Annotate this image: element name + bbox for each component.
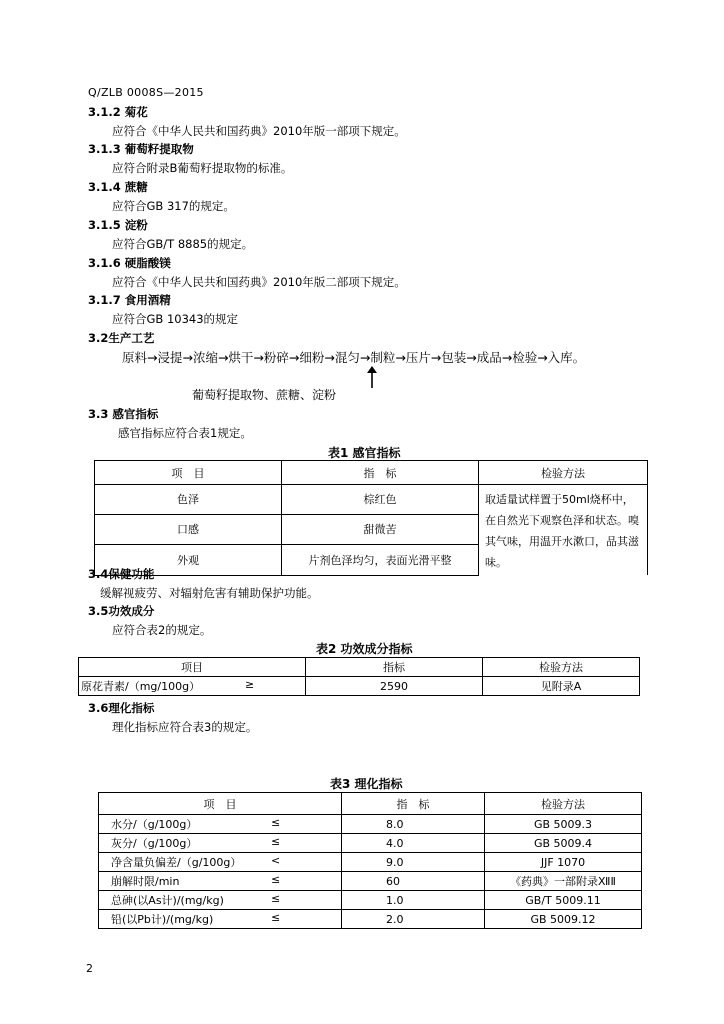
page-number: 2 bbox=[86, 962, 93, 975]
process-added-ingredients: 葡萄籽提取物、蔗糖、淀粉 bbox=[192, 388, 337, 402]
table3-item-operator: < bbox=[271, 854, 281, 867]
table3-item-label: 灰分/（g/100g） bbox=[111, 837, 198, 850]
section-text-functional: 应符合表2的规定。 bbox=[112, 623, 212, 637]
table3-cell-item bbox=[99, 834, 342, 853]
table2-cell-value: 2590 bbox=[306, 677, 483, 696]
table3-cell-value: 9.0 bbox=[342, 853, 485, 872]
section-title-health: 3.4保健功能 bbox=[88, 567, 155, 581]
sensory-table bbox=[94, 460, 648, 576]
table1-cell-item: 色泽 bbox=[95, 485, 282, 515]
section-text-sucrose: 应符合GB 317的规定。 bbox=[112, 199, 235, 213]
table3-item-operator: ≤ bbox=[271, 892, 281, 905]
table3-caption: 表3 理化指标 bbox=[330, 777, 403, 791]
table3-cell-item bbox=[99, 853, 342, 872]
table2-header-index: 指标 bbox=[306, 658, 483, 677]
table3-item-label: 铅(以Pb计)/(mg/kg) bbox=[111, 913, 214, 926]
table3-item-label: 净含量负偏差/（g/100g） bbox=[111, 856, 242, 869]
table3-cell-item bbox=[99, 910, 342, 929]
table3-row bbox=[99, 872, 642, 891]
table3-header-index: 指 标 bbox=[342, 793, 485, 815]
table3-cell-value: 60 bbox=[342, 872, 485, 891]
section-text-starch: 应符合GB/T 8885的规定。 bbox=[112, 237, 254, 251]
table1-cell-item: 外观 bbox=[95, 544, 282, 575]
table1-caption: 表1 感官指标 bbox=[328, 446, 401, 460]
section-title-grape-seed: 3.1.3 葡萄籽提取物 bbox=[88, 142, 194, 156]
table3-row bbox=[99, 815, 642, 834]
section-title-sucrose: 3.1.4 蔗糖 bbox=[88, 180, 148, 194]
table3-cell-value: 8.0 bbox=[342, 815, 485, 834]
table1-cell-index: 棕红色 bbox=[282, 485, 479, 515]
table3-row bbox=[99, 853, 642, 872]
section-title-starch: 3.1.5 淀粉 bbox=[88, 218, 148, 232]
table1-cell-index: 片剂色泽均匀，表面光滑平整 bbox=[282, 544, 479, 575]
section-title-functional: 3.5功效成分 bbox=[88, 604, 155, 618]
table1-header-index: 指 标 bbox=[282, 461, 479, 485]
table3-item-operator: ≤ bbox=[271, 873, 281, 886]
document-code: Q/ZLB 0008S—2015 bbox=[88, 86, 204, 99]
table3-cell-method: GB/T 5009.11 bbox=[485, 891, 642, 910]
physchem-table bbox=[98, 792, 642, 929]
functional-table bbox=[78, 657, 640, 696]
table3-item-label: 总砷(以As计)/(mg/kg) bbox=[111, 894, 224, 907]
table3-cell-method: JJF 1070 bbox=[485, 853, 642, 872]
section-text-physchem: 理化指标应符合表3的规定。 bbox=[112, 720, 258, 734]
section-title-mg-stearate: 3.1.6 硬脂酸镁 bbox=[88, 256, 171, 270]
section-title-sensory: 3.3 感官指标 bbox=[88, 407, 159, 421]
table3-cell-method: GB 5009.4 bbox=[485, 834, 642, 853]
table3-item-operator: ≤ bbox=[271, 835, 281, 848]
table3-header-item: 项 目 bbox=[99, 793, 342, 815]
table1-header-method: 检验方法 bbox=[479, 461, 648, 485]
table3-cell-method: GB 5009.12 bbox=[485, 910, 642, 929]
section-title-physchem: 3.6理化指标 bbox=[88, 701, 155, 715]
table3-item-label: 水分/（g/100g） bbox=[111, 818, 198, 831]
table3-row bbox=[99, 910, 642, 929]
table2-cell-method: 见附录A bbox=[483, 677, 640, 696]
table1-cell-index: 甜微苦 bbox=[282, 514, 479, 544]
table3-cell-method: GB 5009.3 bbox=[485, 815, 642, 834]
table3-row bbox=[99, 891, 642, 910]
table2-caption: 表2 功效成分指标 bbox=[316, 642, 413, 656]
table1-cell-item: 口感 bbox=[95, 514, 282, 544]
section-title-alcohol: 3.1.7 食用酒精 bbox=[88, 293, 171, 307]
table2-cell-item bbox=[79, 677, 306, 696]
table3-cell-item bbox=[99, 872, 342, 891]
table3-cell-value: 2.0 bbox=[342, 910, 485, 929]
table3-cell-value: 1.0 bbox=[342, 891, 485, 910]
arrow-up-icon bbox=[365, 366, 379, 388]
table3-row bbox=[99, 834, 642, 853]
table1-header-item: 项 目 bbox=[95, 461, 282, 485]
table3-cell-item bbox=[99, 815, 342, 834]
process-flow: 原料→浸提→浓缩→烘干→粉碎→细粉→混匀→制粒→压片→包装→成品→检验→入库。 bbox=[122, 350, 586, 365]
table3-item-operator: ≤ bbox=[271, 816, 281, 829]
section-text-health: 缓解视疲劳、对辐射危害有辅助保护功能。 bbox=[100, 586, 319, 600]
section-text-alcohol: 应符合GB 10343的规定 bbox=[112, 312, 239, 326]
section-text-grape-seed: 应符合附录B葡萄籽提取物的标准。 bbox=[112, 161, 293, 175]
table3-cell-item bbox=[99, 891, 342, 910]
table3-item-operator: ≤ bbox=[271, 911, 281, 924]
table3-cell-value: 4.0 bbox=[342, 834, 485, 853]
table1-cell-method: 取适量试样置于50ml烧杯中，在自然光下观察色泽和状态。嗅其气味，用温开水漱口，品其滋味。 bbox=[479, 485, 648, 576]
table2-item-label: 原花青素/（mg/100g） bbox=[81, 680, 201, 693]
table3-cell-method: 《药典》一部附录ⅫⅡ bbox=[485, 872, 642, 891]
table2-header-method: 检验方法 bbox=[483, 658, 640, 677]
section-title-process: 3.2生产工艺 bbox=[88, 331, 155, 345]
table3-header-method: 检验方法 bbox=[485, 793, 642, 815]
table2-item-operator: ≥ bbox=[245, 678, 255, 691]
section-title-chrysanthemum: 3.1.2 菊花 bbox=[88, 105, 148, 119]
section-text-chrysanthemum: 应符合《中华人民共和国药典》2010年版一部项下规定。 bbox=[112, 124, 406, 138]
table3-item-label: 崩解时限/min bbox=[111, 875, 180, 888]
table2-header-item: 项目 bbox=[79, 658, 306, 677]
section-text-mg-stearate: 应符合《中华人民共和国药典》2010年版二部项下规定。 bbox=[112, 275, 406, 289]
section-text-sensory: 感官指标应符合表1规定。 bbox=[118, 426, 252, 440]
